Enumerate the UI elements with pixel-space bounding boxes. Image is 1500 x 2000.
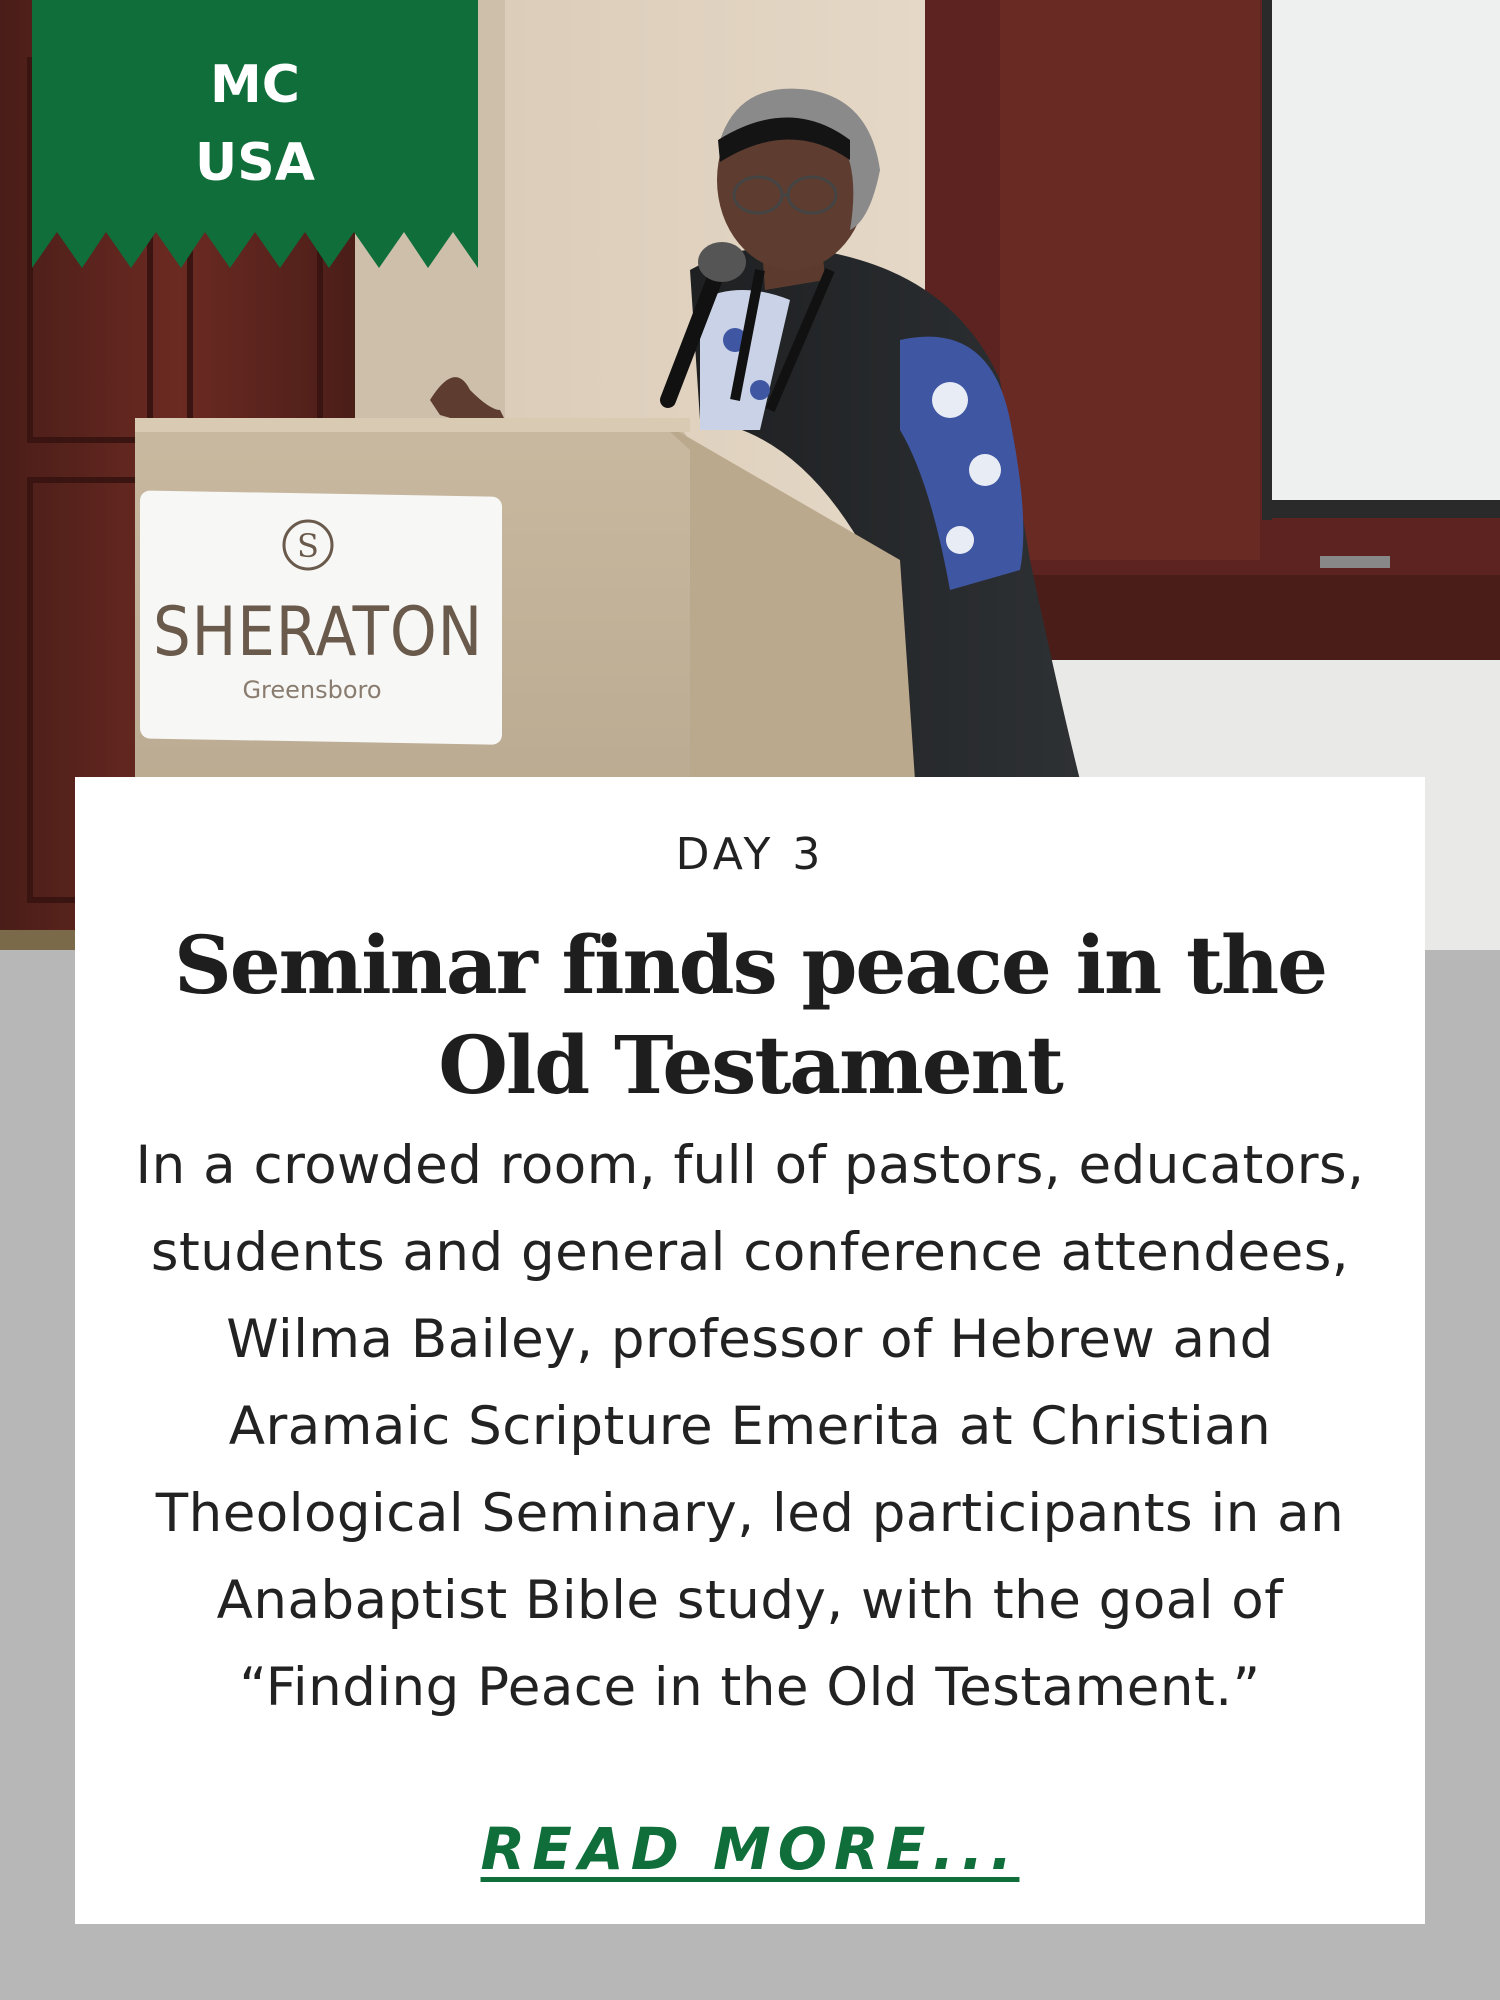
day-label: DAY 3 [675,829,825,880]
badge-line-1: MC [210,55,300,115]
podium-sign-brand: SHERATON [153,593,483,672]
sheraton-logo-icon: S [297,527,319,565]
read-more-link[interactable]: READ MORE... [480,1815,1020,1883]
badge-line-2: USA [195,133,315,193]
mc-usa-badge [32,0,478,268]
article-headline: Seminar finds peace in the Old Testament [173,918,1327,1112]
read-more-container [75,1815,1425,1883]
article-card [75,777,1425,1924]
article-summary: In a crowded room, full of pastors, educators, students and general conference attendees, Wilma Bailey, professor of Hebrew and Aramaic Scripture Emerita at Christian Theological Seminary, led participants in an Anabaptist Bible study, with the goal of “Finding Peace in the Old Testament.” [135,1135,1365,1718]
podium-sign-location: Greensboro [242,676,382,704]
